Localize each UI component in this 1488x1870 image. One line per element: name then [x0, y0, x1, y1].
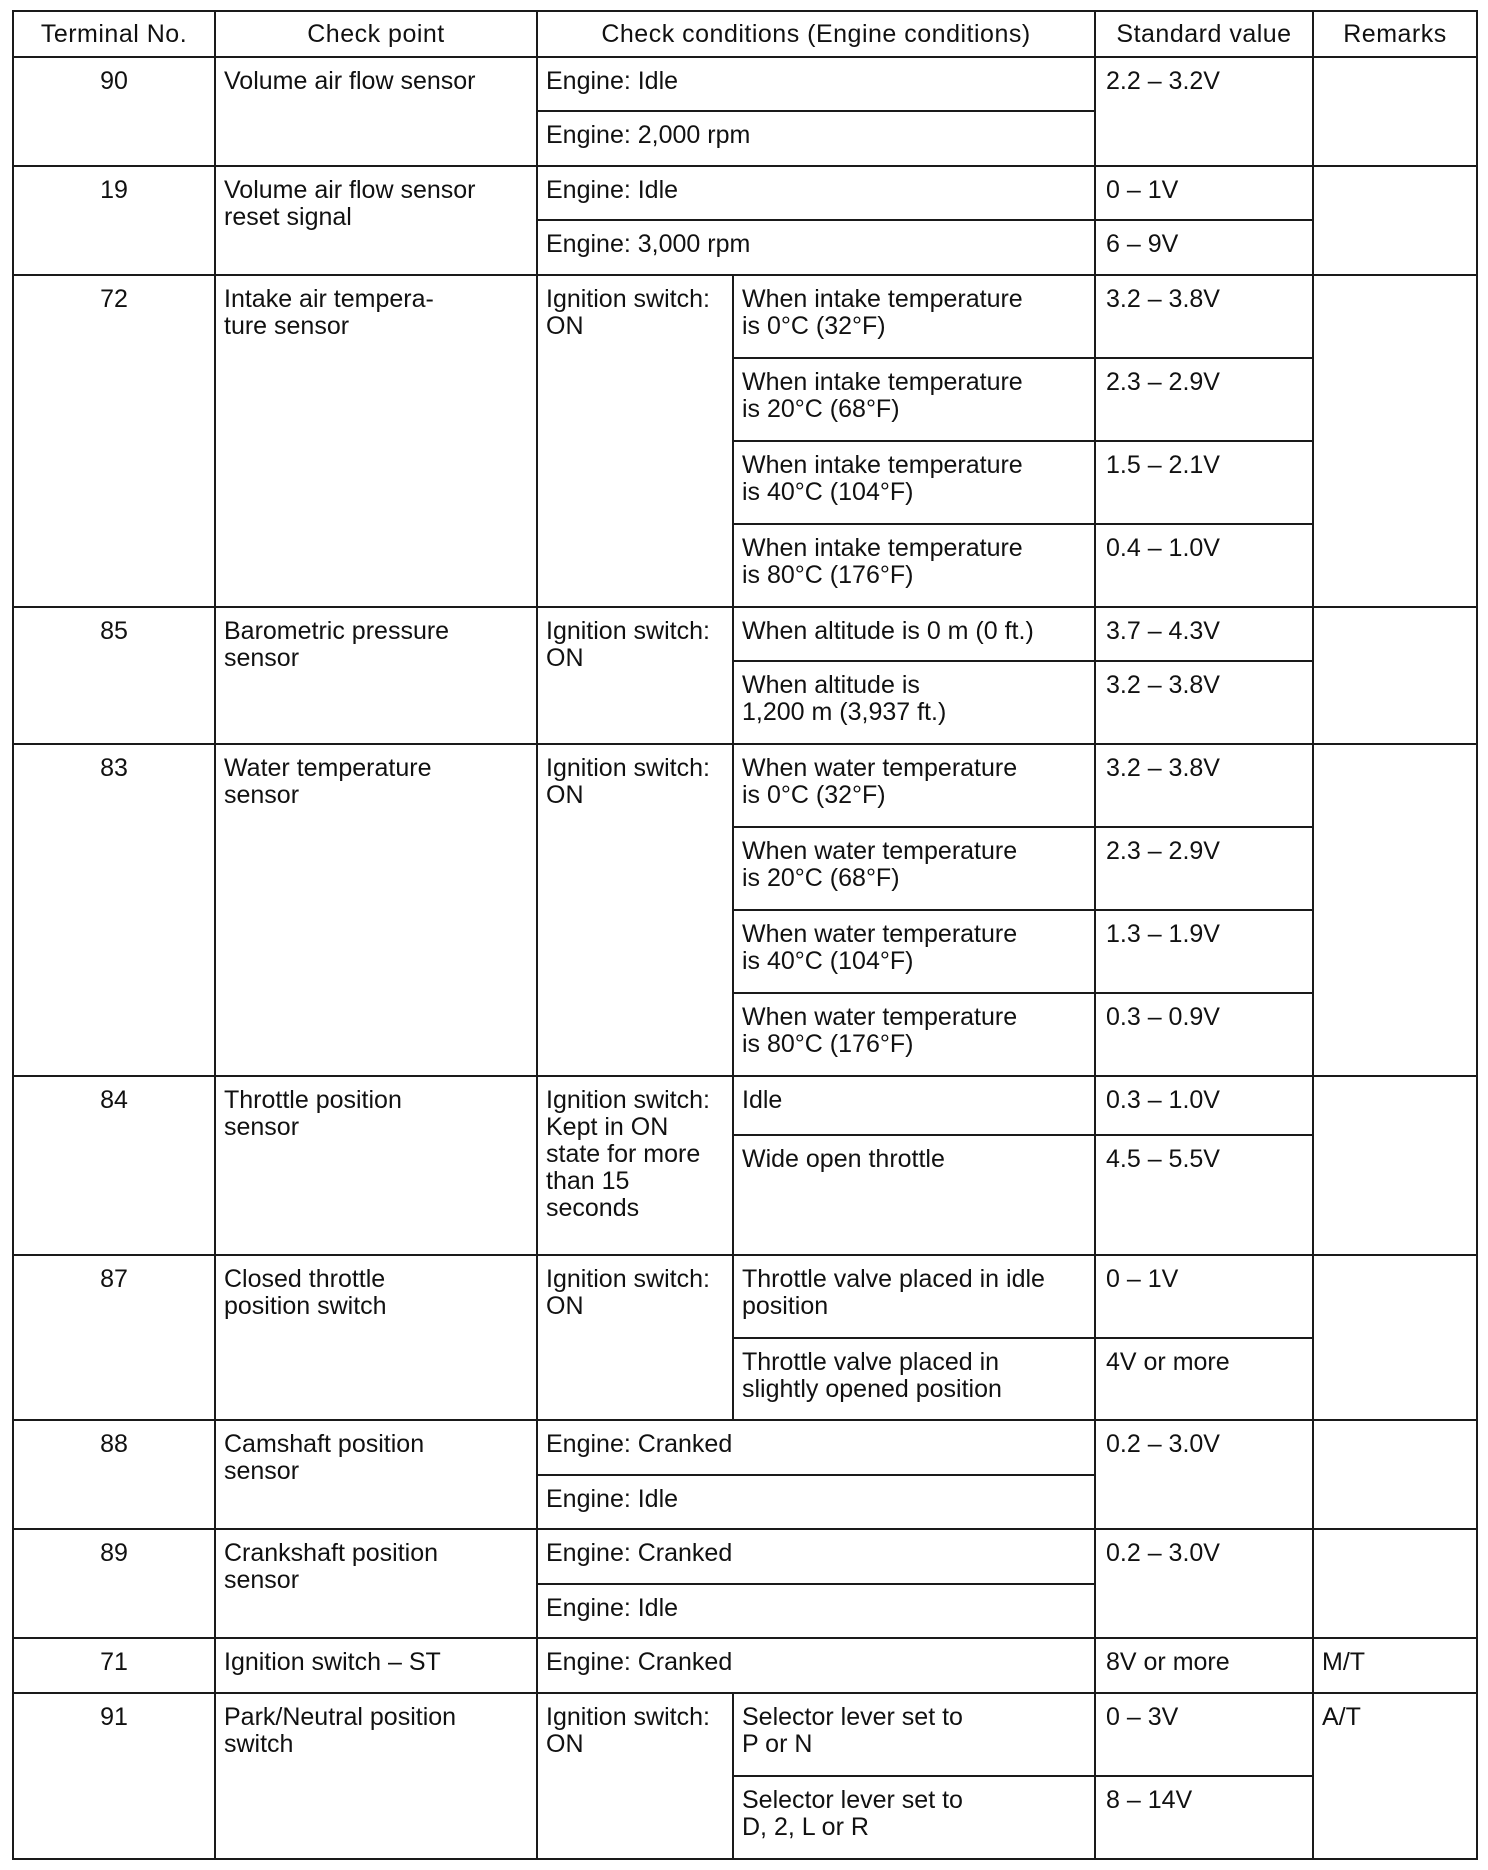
table-row	[13, 1693, 1477, 1776]
condition: Engine: Cranked	[537, 1420, 1095, 1474]
check-point: Water temperature sensor	[215, 744, 537, 1076]
remarks: M/T	[1313, 1638, 1477, 1692]
terminal-number: 83	[13, 744, 215, 1076]
remarks	[1313, 166, 1477, 275]
table-row	[13, 57, 1477, 111]
sub-condition: When intake temperature is 0°C (32°F)	[733, 275, 1095, 358]
condition: Engine: 2,000 rpm	[537, 111, 1095, 165]
condition: Engine: Idle	[537, 57, 1095, 111]
table-row	[13, 166, 1477, 220]
header-row	[13, 11, 1477, 57]
standard-value: 2.3 – 2.9V	[1095, 827, 1313, 910]
check-point: Intake air tempera- ture sensor	[215, 275, 537, 607]
terminal-number: 87	[13, 1255, 215, 1421]
header-check-point: Check point	[215, 11, 537, 57]
table-row	[13, 1529, 1477, 1583]
header-terminal: Terminal No.	[13, 11, 215, 57]
table-row	[13, 1076, 1477, 1135]
sub-condition: Idle	[733, 1076, 1095, 1135]
table-row	[13, 744, 1477, 827]
condition: Engine: Idle	[537, 1475, 1095, 1529]
terminal-number: 72	[13, 275, 215, 607]
standard-value: 8 – 14V	[1095, 1776, 1313, 1859]
standard-value: 0 – 3V	[1095, 1693, 1313, 1776]
condition: Engine: Idle	[537, 1584, 1095, 1638]
condition: Engine: 3,000 rpm	[537, 220, 1095, 274]
standard-value: 0.3 – 0.9V	[1095, 993, 1313, 1076]
sub-condition: When water temperature is 0°C (32°F)	[733, 744, 1095, 827]
terminal-number: 90	[13, 57, 215, 166]
header-conditions: Check conditions (Engine conditions)	[537, 11, 1095, 57]
sub-condition: Selector lever set to P or N	[733, 1693, 1095, 1776]
remarks	[1313, 744, 1477, 1076]
table-row	[13, 1420, 1477, 1474]
terminal-check-table	[12, 10, 1478, 1860]
condition-main: Ignition switch: ON	[537, 1693, 733, 1859]
header-standard-value: Standard value	[1095, 11, 1313, 57]
sub-condition: When altitude is 1,200 m (3,937 ft.)	[733, 661, 1095, 744]
remarks	[1313, 1420, 1477, 1529]
sub-condition: When water temperature is 40°C (104°F)	[733, 910, 1095, 993]
table-row	[13, 275, 1477, 358]
terminal-number: 19	[13, 166, 215, 275]
condition-main: Ignition switch: ON	[537, 744, 733, 1076]
terminal-number: 88	[13, 1420, 215, 1529]
standard-value: 1.3 – 1.9V	[1095, 910, 1313, 993]
condition: Engine: Cranked	[537, 1529, 1095, 1583]
sub-condition: Selector lever set to D, 2, L or R	[733, 1776, 1095, 1859]
condition-main: Ignition switch: Kept in ON state for more than 15 seconds	[537, 1076, 733, 1255]
remarks: A/T	[1313, 1693, 1477, 1859]
sub-condition: Wide open throttle	[733, 1135, 1095, 1255]
condition-main: Ignition switch: ON	[537, 275, 733, 607]
check-point: Closed throttle position switch	[215, 1255, 537, 1421]
condition: Engine: Idle	[537, 166, 1095, 220]
condition-main: Ignition switch: ON	[537, 1255, 733, 1421]
standard-value: 0.2 – 3.0V	[1095, 1420, 1313, 1529]
check-point: Barometric pressure sensor	[215, 607, 537, 744]
remarks	[1313, 607, 1477, 744]
check-point: Volume air flow sensor	[215, 57, 537, 166]
table-row	[13, 607, 1477, 661]
sub-condition: Throttle valve placed in slightly opened position	[733, 1338, 1095, 1421]
condition-main: Ignition switch: ON	[537, 607, 733, 744]
condition: Engine: Cranked	[537, 1638, 1095, 1692]
standard-value: 4V or more	[1095, 1338, 1313, 1421]
check-point: Park/Neutral position switch	[215, 1693, 537, 1859]
standard-value: 6 – 9V	[1095, 220, 1313, 274]
standard-value: 2.3 – 2.9V	[1095, 358, 1313, 441]
standard-value: 0 – 1V	[1095, 1255, 1313, 1338]
standard-value: 3.2 – 3.8V	[1095, 744, 1313, 827]
standard-value: 4.5 – 5.5V	[1095, 1135, 1313, 1255]
table-row	[13, 1638, 1477, 1692]
check-point: Throttle position sensor	[215, 1076, 537, 1255]
remarks	[1313, 1076, 1477, 1255]
terminal-number: 71	[13, 1638, 215, 1692]
sub-condition: When water temperature is 80°C (176°F)	[733, 993, 1095, 1076]
check-point: Volume air flow sensor reset signal	[215, 166, 537, 275]
check-point: Ignition switch – ST	[215, 1638, 537, 1692]
check-point: Crankshaft position sensor	[215, 1529, 537, 1638]
sub-condition: When intake temperature is 80°C (176°F)	[733, 524, 1095, 607]
standard-value: 3.2 – 3.8V	[1095, 661, 1313, 744]
terminal-number: 91	[13, 1693, 215, 1859]
sub-condition: When intake temperature is 20°C (68°F)	[733, 358, 1095, 441]
sub-condition: When intake temperature is 40°C (104°F)	[733, 441, 1095, 524]
sub-condition: When water temperature is 20°C (68°F)	[733, 827, 1095, 910]
standard-value: 3.2 – 3.8V	[1095, 275, 1313, 358]
remarks	[1313, 1529, 1477, 1638]
standard-value: 0 – 1V	[1095, 166, 1313, 220]
sub-condition: When altitude is 0 m (0 ft.)	[733, 607, 1095, 661]
sub-condition: Throttle valve placed in idle position	[733, 1255, 1095, 1338]
header-remarks: Remarks	[1313, 11, 1477, 57]
terminal-number: 89	[13, 1529, 215, 1638]
standard-value: 3.7 – 4.3V	[1095, 607, 1313, 661]
standard-value: 8V or more	[1095, 1638, 1313, 1692]
terminal-number: 84	[13, 1076, 215, 1255]
terminal-number: 85	[13, 607, 215, 744]
standard-value: 0.4 – 1.0V	[1095, 524, 1313, 607]
remarks	[1313, 275, 1477, 607]
remarks	[1313, 57, 1477, 166]
standard-value: 1.5 – 2.1V	[1095, 441, 1313, 524]
standard-value: 0.3 – 1.0V	[1095, 1076, 1313, 1135]
standard-value: 2.2 – 3.2V	[1095, 57, 1313, 166]
check-point: Camshaft position sensor	[215, 1420, 537, 1529]
remarks	[1313, 1255, 1477, 1421]
table-row	[13, 1255, 1477, 1338]
standard-value: 0.2 – 3.0V	[1095, 1529, 1313, 1638]
